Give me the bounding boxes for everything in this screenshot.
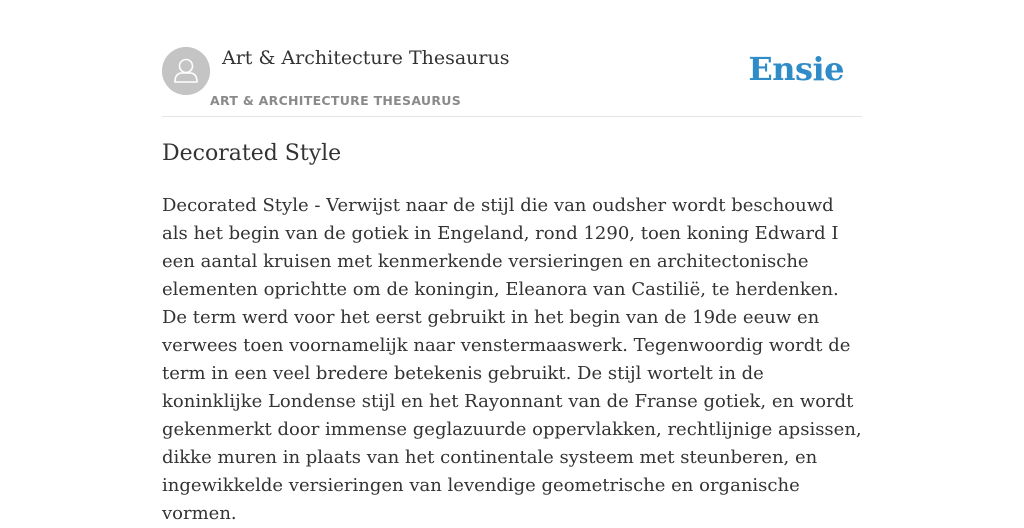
ensie-logo-link[interactable]: Ensie	[748, 50, 844, 88]
user-silhouette-icon	[162, 47, 210, 95]
source-title-link[interactable]: Art & Architecture Thesaurus	[222, 47, 510, 69]
source-header	[162, 46, 862, 117]
term-definition: Decorated Style - Verwijst naar de stijl die van oudsher wordt beschouwd als het begin van de gotiek in Engeland, rond 1290, toen koning Edward I een aantal kruisen met kenmerkende versieringen en architectonische elementen oprichtte om de koningin, Eleanora van Castilië, te herdenken. De term werd voor het eerst gebruikt in het begin van de 19de eeuw en verwees toen voornamelijk naar venstermaaswerk. Tegenwoordig wordt de term in een veel bredere betekenis gebruikt. De stijl wortelt in de koninklijke Londense stijl en het Rayonnant van de Franse gotiek, en wordt gekenmerkt door immense geglazuurde oppervlakken, rechtlijnige apsissen, dikke muren in plaats van het continentale systeem met steunberen, en ingewikkelde versieringen van levendige geometrische en organische vormen.	[162, 195, 862, 524]
term-title: Decorated Style	[162, 141, 342, 166]
source-subtitle: ART & ARCHITECTURE THESAURUS	[210, 93, 462, 108]
